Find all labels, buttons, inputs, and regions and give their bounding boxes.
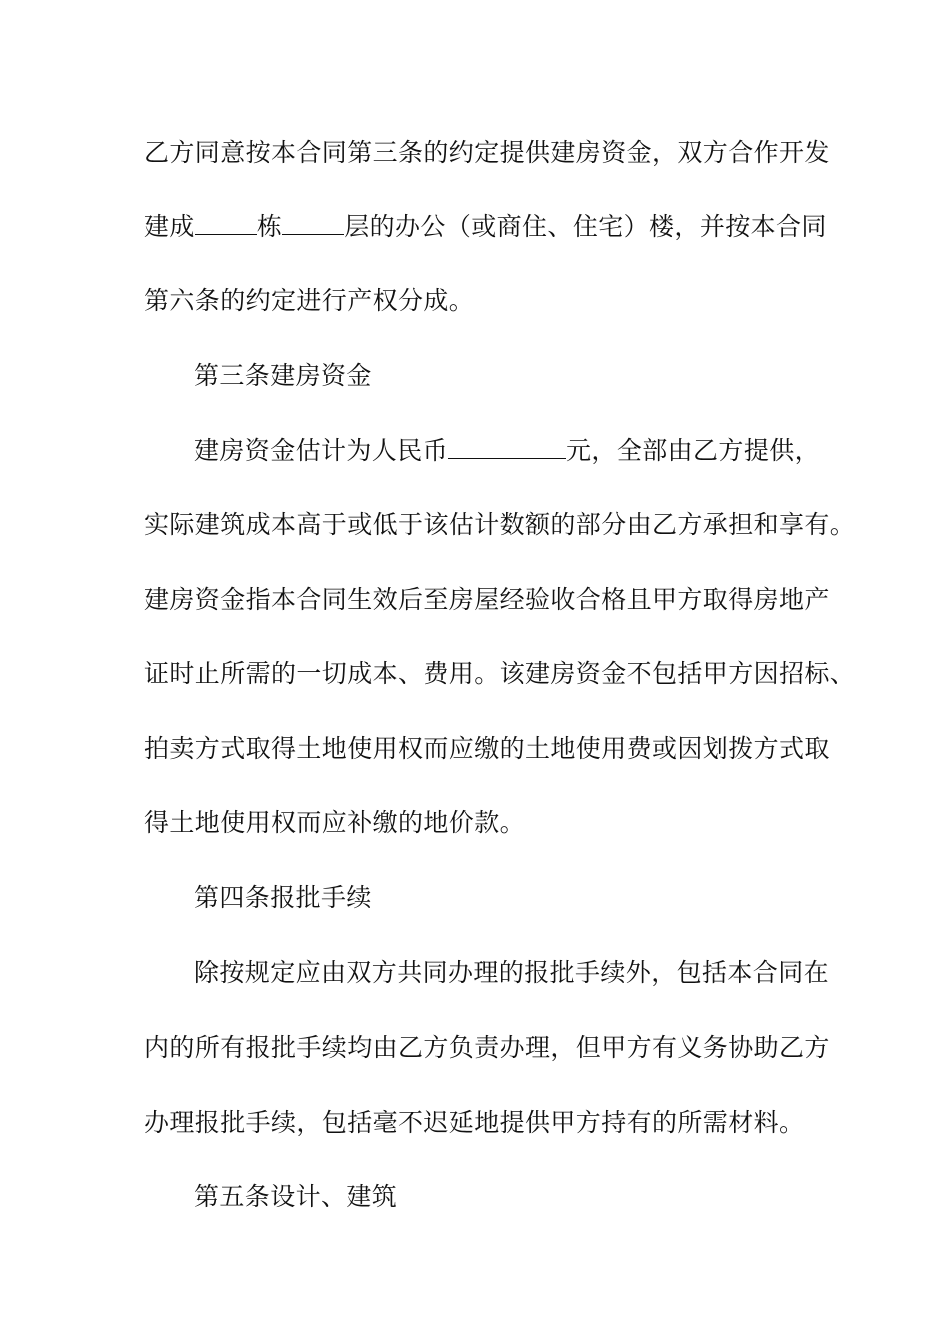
text-line-2b: 栋 — [256, 212, 283, 241]
paragraph-line — [194, 958, 829, 988]
text-line-9: 拍卖方式取得土地使用权而应缴的土地使用费或因划拨方式取 — [144, 734, 830, 763]
paragraph-line — [144, 1108, 804, 1138]
fill-in-blank-buildings[interactable] — [195, 212, 257, 235]
text-line-12: 除按规定应由双方共同办理的报批手续外，包括本合同在 — [194, 958, 830, 987]
text-line-2c: 层的办公（或商住、住宅）楼，并按本合同 — [344, 212, 827, 241]
section-3-title: 第三条建房资金 — [194, 361, 372, 390]
section-heading — [194, 361, 372, 391]
section-4-title: 第四条报批手续 — [194, 883, 372, 912]
paragraph-line — [144, 585, 830, 615]
paragraph-line — [144, 808, 525, 838]
section-5-title: 第五条设计、建筑 — [194, 1182, 398, 1211]
section-heading — [194, 883, 372, 913]
text-line-2a: 建成 — [144, 212, 195, 241]
paragraph-line — [194, 436, 820, 466]
text-line-10: 得土地使用权而应补缴的地价款。 — [144, 808, 526, 837]
paragraph-line — [144, 286, 474, 316]
text-line-7: 建房资金指本合同生效后至房屋经验收合格且甲方取得房地产 — [144, 585, 830, 614]
text-line-13: 内的所有报批手续均由乙方负责办理，但甲方有义务协助乙方 — [144, 1033, 830, 1062]
fill-in-blank-floors[interactable] — [282, 212, 344, 235]
text-line-3: 第六条的约定进行产权分成。 — [144, 286, 475, 315]
paragraph-line — [144, 138, 830, 168]
text-line-5a: 建房资金估计为人民币 — [194, 436, 449, 465]
text-line-8: 证时止所需的一切成本、费用。该建房资金不包括甲方因招标、 — [144, 659, 856, 688]
paragraph-line — [144, 659, 855, 689]
text-line-6: 实际建筑成本高于或低于该估计数额的部分由乙方承担和享有。 — [144, 510, 856, 539]
paragraph-line — [144, 510, 855, 540]
section-heading — [194, 1182, 397, 1212]
fill-in-blank-amount[interactable] — [448, 436, 566, 459]
paragraph-line — [144, 212, 827, 242]
paragraph-line — [144, 734, 830, 764]
text-line-5b: 元，全部由乙方提供， — [566, 436, 821, 465]
text-line-1: 乙方同意按本合同第三条的约定提供建房资金，双方合作开发 — [144, 138, 830, 167]
text-line-14: 办理报批手续，包括毫不迟延地提供甲方持有的所需材料。 — [144, 1108, 805, 1137]
paragraph-line — [144, 1033, 830, 1063]
